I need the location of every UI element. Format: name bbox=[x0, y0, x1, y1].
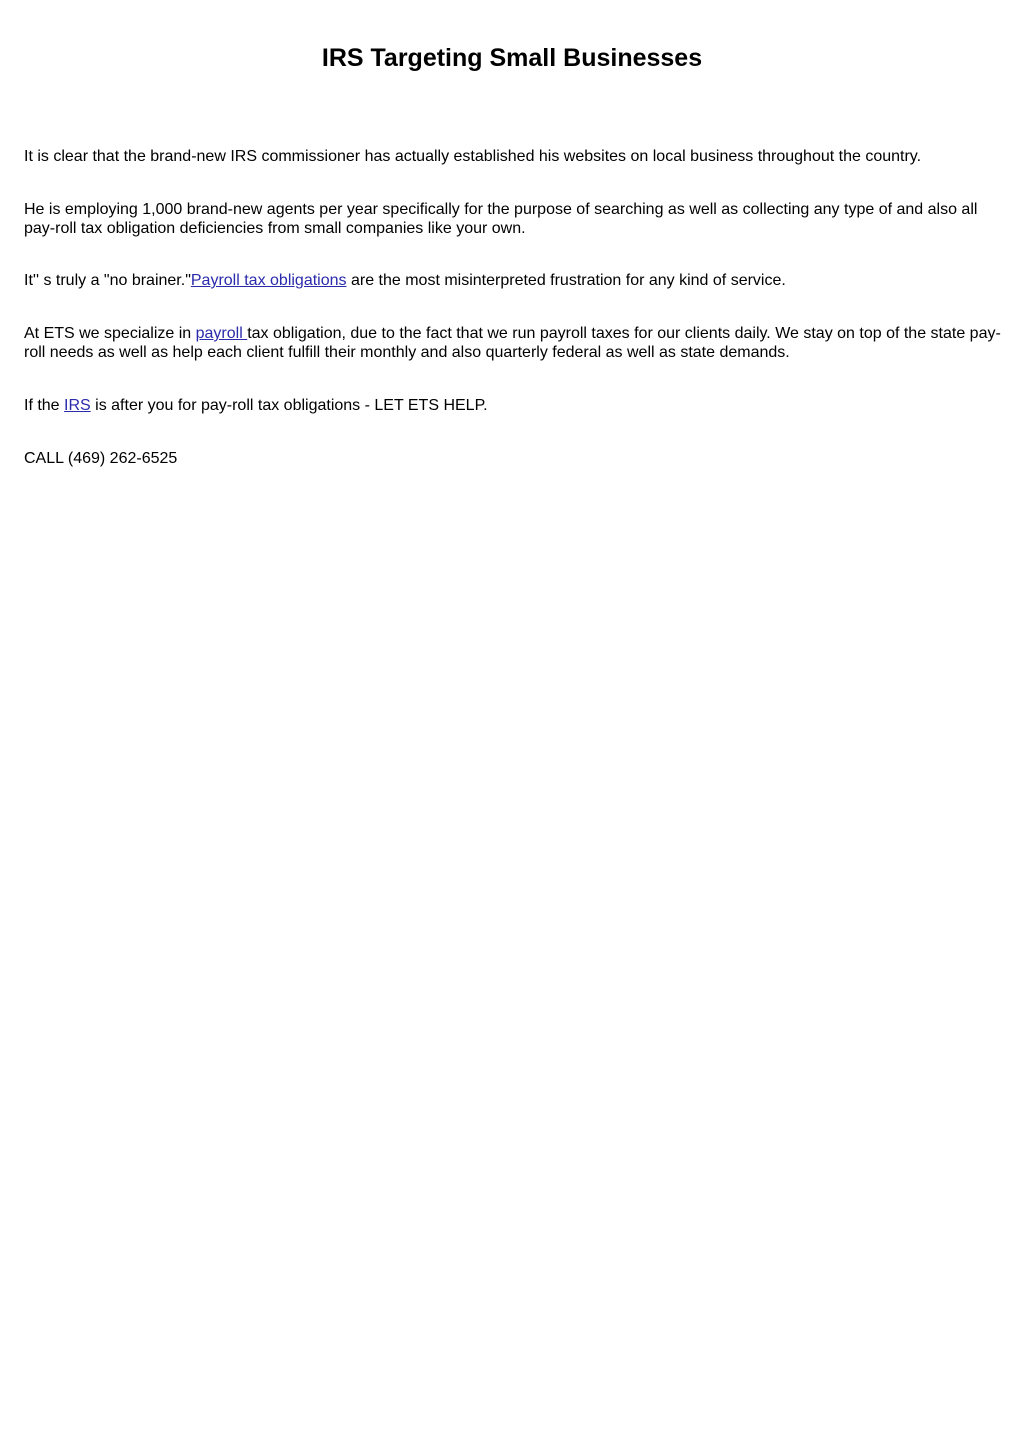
call-phone-number: CALL (469) 262-6525 bbox=[24, 450, 178, 467]
paragraph-commissioner: It is clear that the brand-new IRS commissioner has actually established his websites on local business throughout the country. bbox=[24, 148, 922, 165]
paragraph-no-brainer bbox=[24, 272, 1004, 291]
paragraph-text: At ETS we specialize in bbox=[24, 325, 196, 342]
paragraph-text: If the bbox=[24, 397, 65, 414]
page-title: IRS Targeting Small Businesses bbox=[321, 44, 703, 72]
paragraph-let-ets-help bbox=[24, 397, 1004, 416]
paragraph-ets-specialize bbox=[24, 325, 1004, 362]
paragraph-text: is after you for pay-roll tax obligations - LET ETS HELP. bbox=[90, 397, 488, 414]
paragraph-text: tax obligation, due to the fact that we run payroll taxes for our clients daily. We stay on top of the state pay-roll needs as well as help each client fulfill their monthly and also quarterly federal as well as state demands. bbox=[24, 325, 1001, 361]
irs-link[interactable]: IRS bbox=[64, 397, 91, 414]
paragraph-text: are the most misinterpreted frustration for any kind of service. bbox=[346, 272, 786, 289]
paragraph-agents: He is employing 1,000 brand-new agents per year specifically for the purpose of searching as well as collecting any type of and also all pay-roll tax obligation deficiencies from small companies like your own. bbox=[24, 201, 978, 237]
payroll-link[interactable]: payroll bbox=[195, 325, 248, 342]
payroll-tax-obligations-link[interactable]: Payroll tax obligations bbox=[190, 272, 347, 289]
paragraph-text: It'' s truly a "no brainer." bbox=[24, 272, 191, 289]
